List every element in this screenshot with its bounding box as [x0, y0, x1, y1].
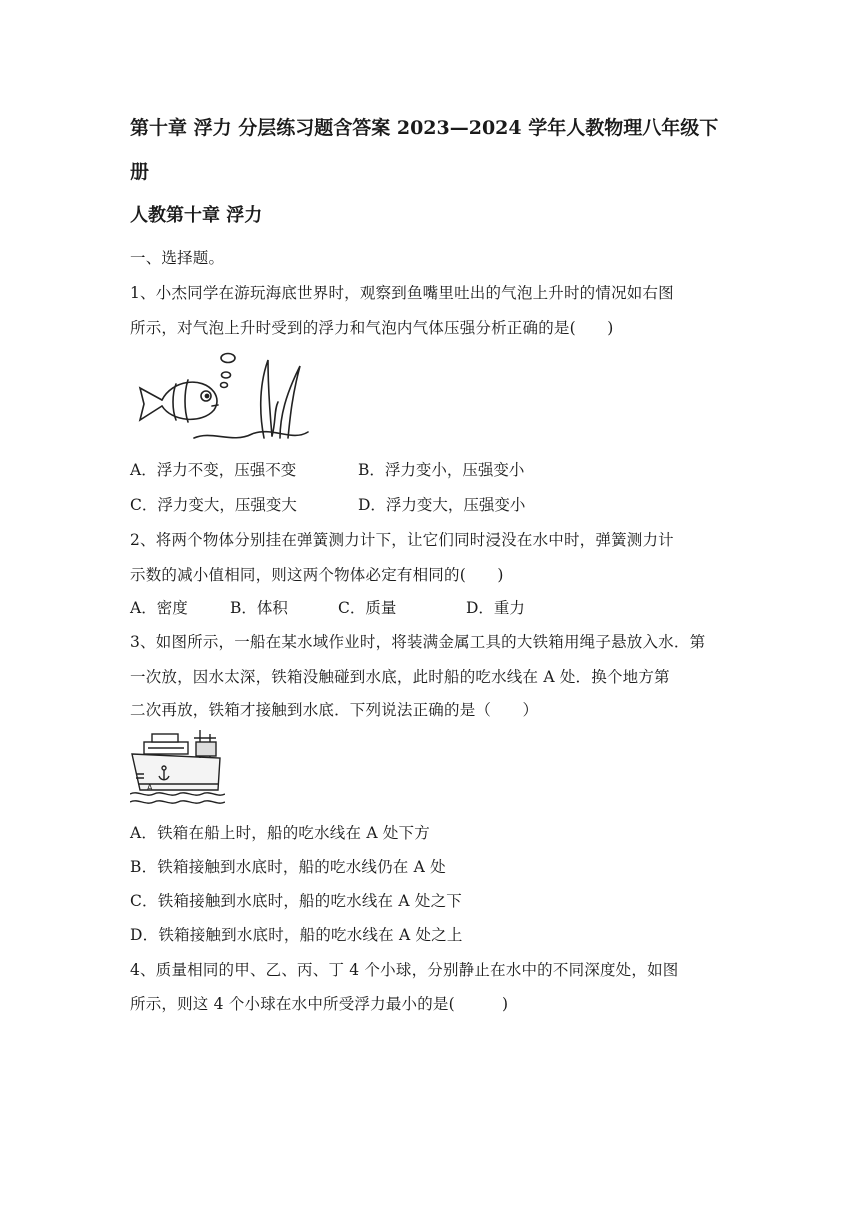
fish-bubbles-figure [132, 348, 310, 444]
q1-option-b: B．浮力变小，压强变小 [358, 461, 525, 479]
q1-option-d: D．浮力变大，压强变小 [358, 496, 526, 514]
ship-waterline-label: A [147, 783, 153, 792]
q3-option-a: A．铁箱在船上时，船的吃水线在 A 处下方 [130, 824, 430, 842]
q4-line1: 4、质量相同的甲、乙、丙、丁 4 个小球，分别静止在水中的不同深度处，如图 [130, 961, 679, 979]
q3-line2: 一次放，因水太深，铁箱没触碰到水底，此时船的吃水线在 A 处．换个地方第 [130, 668, 670, 686]
section-heading: 一、选择题。 [130, 249, 225, 267]
q3-option-d: D．铁箱接触到水底时，船的吃水线在 A 处之上 [130, 926, 463, 944]
q4-line2: 所示，则这 4 个小球在水中所受浮力最小的是( ) [130, 995, 509, 1013]
q3-option-c: C．铁箱接触到水底时，船的吃水线在 A 处之下 [130, 892, 463, 910]
q1-option-c: C．浮力变大，压强变大 [130, 496, 297, 514]
q2-line2: 示数的减小值相同，则这两个物体必定有相同的( ) [130, 566, 504, 584]
doc-subtitle: 人教第十章 浮力 [130, 205, 263, 226]
q2-option-b: B．体积 [230, 599, 288, 617]
q2-option-c: C．质量 [338, 599, 397, 617]
doc-title-line1: 第十章 浮力 分层练习题含答案 2023—2024 学年人教物理八年级下 [130, 117, 719, 139]
q3-line1: 3、如图所示，一船在某水域作业时，将装满金属工具的大铁箱用绳子悬放入水．第 [130, 633, 706, 651]
q3-option-b: B．铁箱接触到水底时，船的吃水线仍在 A 处 [130, 858, 446, 876]
q3-line3: 二次再放，铁箱才接触到水底．下列说法正确的是（ ） [130, 701, 539, 719]
q2-line1: 2、将两个物体分别挂在弹簧测力计下，让它们同时浸没在水中时，弹簧测力计 [130, 531, 674, 549]
q1-line2: 所示，对气泡上升时受到的浮力和气泡内气体压强分析正确的是( ) [130, 319, 614, 337]
doc-title-line2: 册 [130, 161, 150, 183]
q1-line1: 1、小杰同学在游玩海底世界时，观察到鱼嘴里吐出的气泡上升时的情况如右图 [130, 284, 674, 302]
ship-figure [130, 728, 225, 808]
q2-option-d: D．重力 [466, 599, 525, 617]
q2-option-a: A．密度 [130, 599, 188, 617]
q1-option-a: A．浮力不变，压强不变 [130, 461, 297, 479]
